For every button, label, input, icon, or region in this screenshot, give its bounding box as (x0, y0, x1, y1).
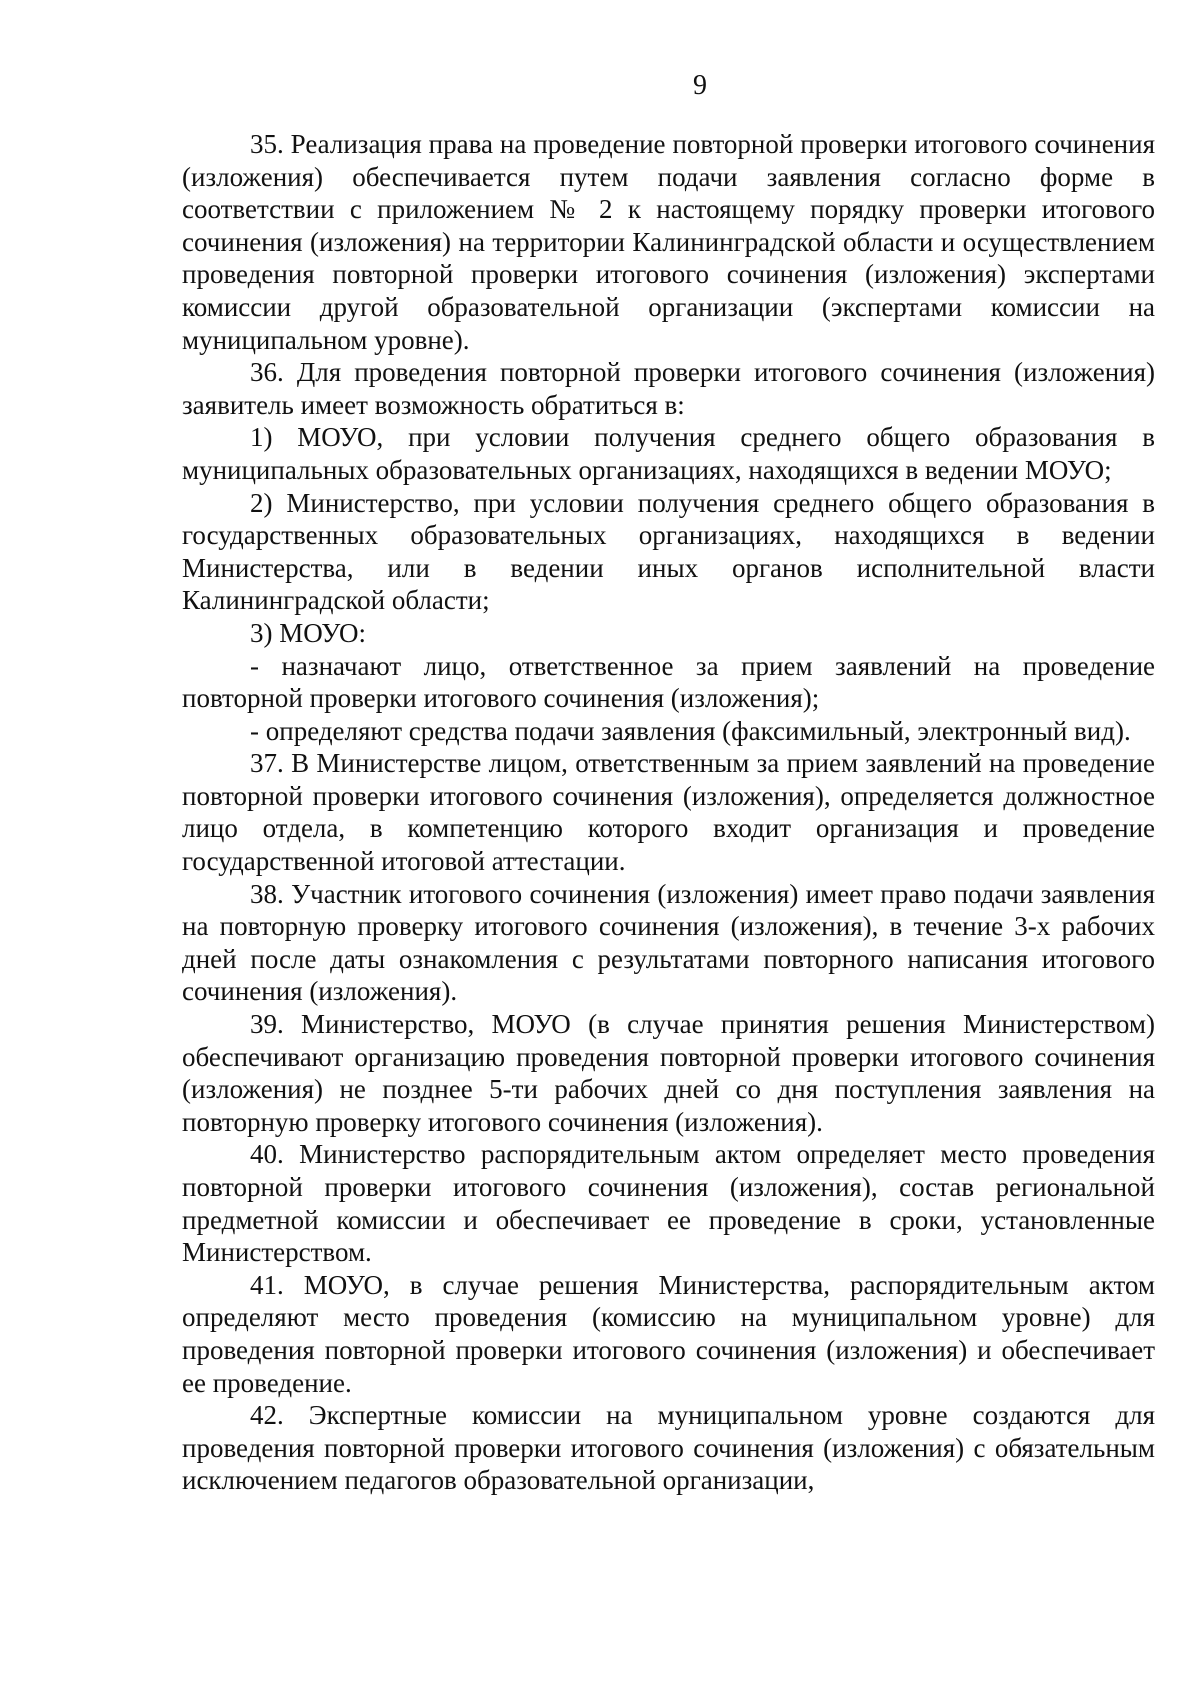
paragraph-42: 42. Экспертные комиссии на муниципальном уровне создаются для проведения повторной проверки итогового сочинения (изложения) с обязательным исключением педагогов образовательной организации, (182, 1400, 1155, 1496)
paragraph-38: 38. Участник итогового сочинения (изложения) имеет право подачи заявления на повторную проверку итогового сочинения (изложения), в течение 3-х рабочих дней после даты ознакомления с результатами повторного написания итогового сочинения (изложения). (182, 878, 1155, 1007)
paragraph-37: 37. В Министерстве лицом, ответственным за прием заявлений на проведение повторной проверки итогового сочинения (изложения), определяется должностное лицо отдела, в компетенцию которого входит организация и проведение государственной итоговой аттестации. (182, 748, 1155, 877)
paragraph-36: 36. Для проведения повторной проверки итогового сочинения (изложения) заявитель имеет возможность обратиться в: (182, 357, 1155, 420)
paragraph-36-item-1: 1) МОУО, при условии получения среднего общего образования в муниципальных образовательных организациях, находящихся в ведении МОУО; (182, 422, 1155, 485)
paragraph-36-item-3-dash-1: - назначают лицо, ответственное за прием заявлений на проведение повторной проверки итогового сочинения (изложения); (182, 650, 1155, 714)
paragraph-36-item-3: 3) МОУО: (250, 617, 367, 648)
paragraph-35: 35. Реализация права на проведение повторной проверки итогового сочинения (изложения) обеспечивается путем подачи заявления согласно форме в соответствии с приложением № 2 к настоящему порядку проверки итогового сочинения (изложения) на территории Калининградской области и осуществлением проведения повторной проверки итогового сочинения (изложения) экспертами комиссии другой образовательной организации (экспертами комиссии на муниципальном уровне). (182, 129, 1155, 355)
page-number: 9 (693, 70, 707, 101)
paragraph-36-item-2: 2) Министерство, при условии получения среднего общего образования в государственных образовательных организациях, находящихся в ведении Министерства, или в ведении иных органов исполнительной власти Калининградской области; (182, 487, 1155, 616)
paragraph-41: 41. МОУО, в случае решения Министерства, распорядительным актом определяют место проведения (комиссию на муниципальном уровне) для проведения повторной проверки итогового сочинения (изложения) и обеспечивает ее проведение. (182, 1269, 1155, 1398)
paragraph-39: 39. Министерство, МОУО (в случае принятия решения Министерством) обеспечивают организацию проведения повторной проверки итогового сочинения (изложения) не позднее 5-ти рабочих дней со дня поступления заявления на повторную проверку итогового сочинения (изложения). (182, 1009, 1155, 1137)
paragraph-40: 40. Министерство распорядительным актом определяет место проведения повторной проверки итогового сочинения (изложения), состав региональной предметной комиссии и обеспечивает ее проведение в сроки, установленные Министерством. (182, 1139, 1155, 1268)
paragraph-36-item-3-dash-2: - определяют средства подачи заявления (факсимильный, электронный вид). (250, 715, 1131, 746)
document-body (182, 128, 1155, 1497)
